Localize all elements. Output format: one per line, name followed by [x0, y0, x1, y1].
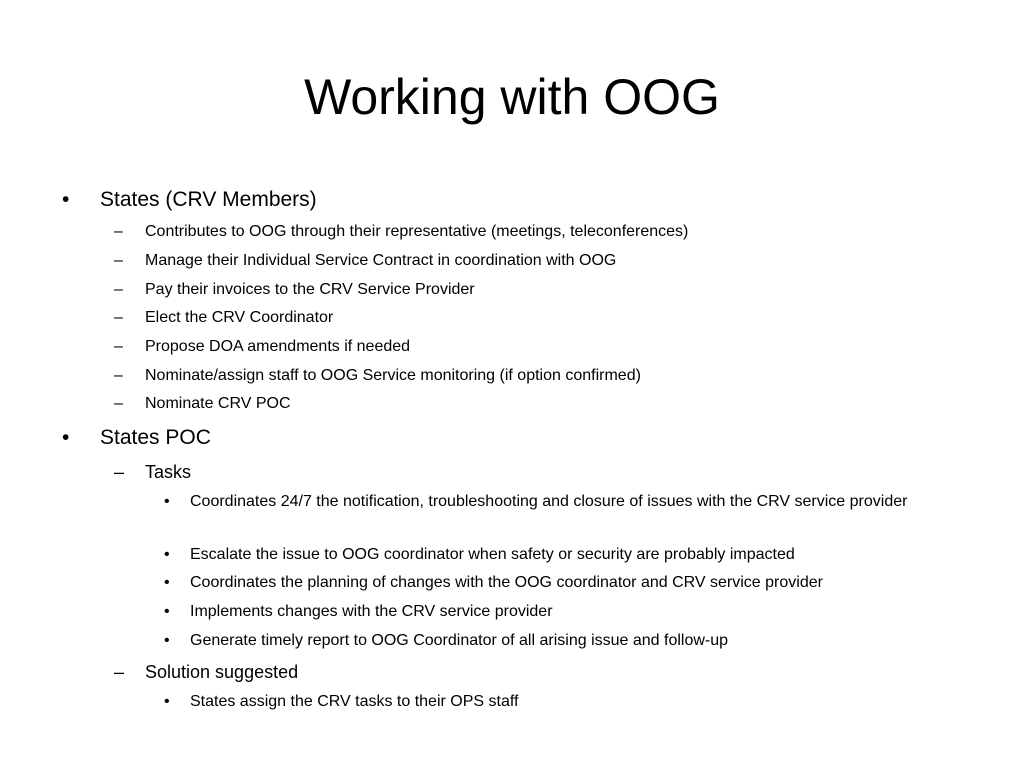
list-item: Coordinates the planning of changes with the OOG coordinator and CRV service provider — [190, 574, 823, 591]
list-item: Generate timely report to OOG Coordinator of all arising issue and follow-up — [190, 632, 729, 649]
bullet-dash-icon: – — [114, 462, 125, 482]
section-heading-states-poc: States POC — [100, 426, 211, 449]
list-item: States assign the CRV tasks to their OPS staff — [190, 693, 519, 710]
bullet-dot-icon: • — [164, 574, 170, 591]
list-item: Contributes to OOG through their representative (meetings, teleconferences) — [145, 223, 689, 240]
list-item: Propose DOA amendments if needed — [145, 338, 411, 355]
bullet-dot-icon: • — [164, 493, 170, 510]
list-item: Elect the CRV Coordinator — [145, 309, 334, 326]
bullet-dot-icon: • — [62, 426, 70, 449]
list-item: Coordinates 24/7 the notification, troubleshooting and closure of issues with the CRV service provider — [190, 493, 908, 510]
bullet-dash-icon: – — [114, 662, 125, 682]
list-item: Manage their Individual Service Contract in coordination with OOG — [145, 252, 617, 269]
list-item: Nominate/assign staff to OOG Service monitoring (if option confirmed) — [145, 367, 641, 384]
bullet-dash-icon: – — [114, 281, 123, 298]
section-heading-states-crv-members: States (CRV Members) — [100, 188, 317, 211]
bullet-dash-icon: – — [114, 395, 123, 412]
bullet-dot-icon: • — [164, 632, 170, 649]
group-label-solution-suggested: Solution suggested — [145, 662, 299, 682]
list-item: Implements changes with the CRV service provider — [190, 603, 553, 620]
bullet-dot-icon: • — [164, 546, 170, 563]
list-item: Escalate the issue to OOG coordinator when safety or security are probably impacted — [190, 546, 795, 563]
bullet-dot-icon: • — [62, 188, 70, 211]
group-label-tasks: Tasks — [145, 462, 192, 482]
bullet-dash-icon: – — [114, 367, 123, 384]
bullet-dash-icon: – — [114, 252, 123, 269]
bullet-dash-icon: – — [114, 338, 123, 355]
list-item: Pay their invoices to the CRV Service Provider — [145, 281, 475, 298]
slide-title: Working with OOG — [304, 69, 720, 125]
bullet-dot-icon: • — [164, 603, 170, 620]
bullet-dash-icon: – — [114, 223, 123, 240]
bullet-dash-icon: – — [114, 309, 123, 326]
bullet-dot-icon: • — [164, 693, 170, 710]
list-item: Nominate CRV POC — [145, 395, 291, 412]
